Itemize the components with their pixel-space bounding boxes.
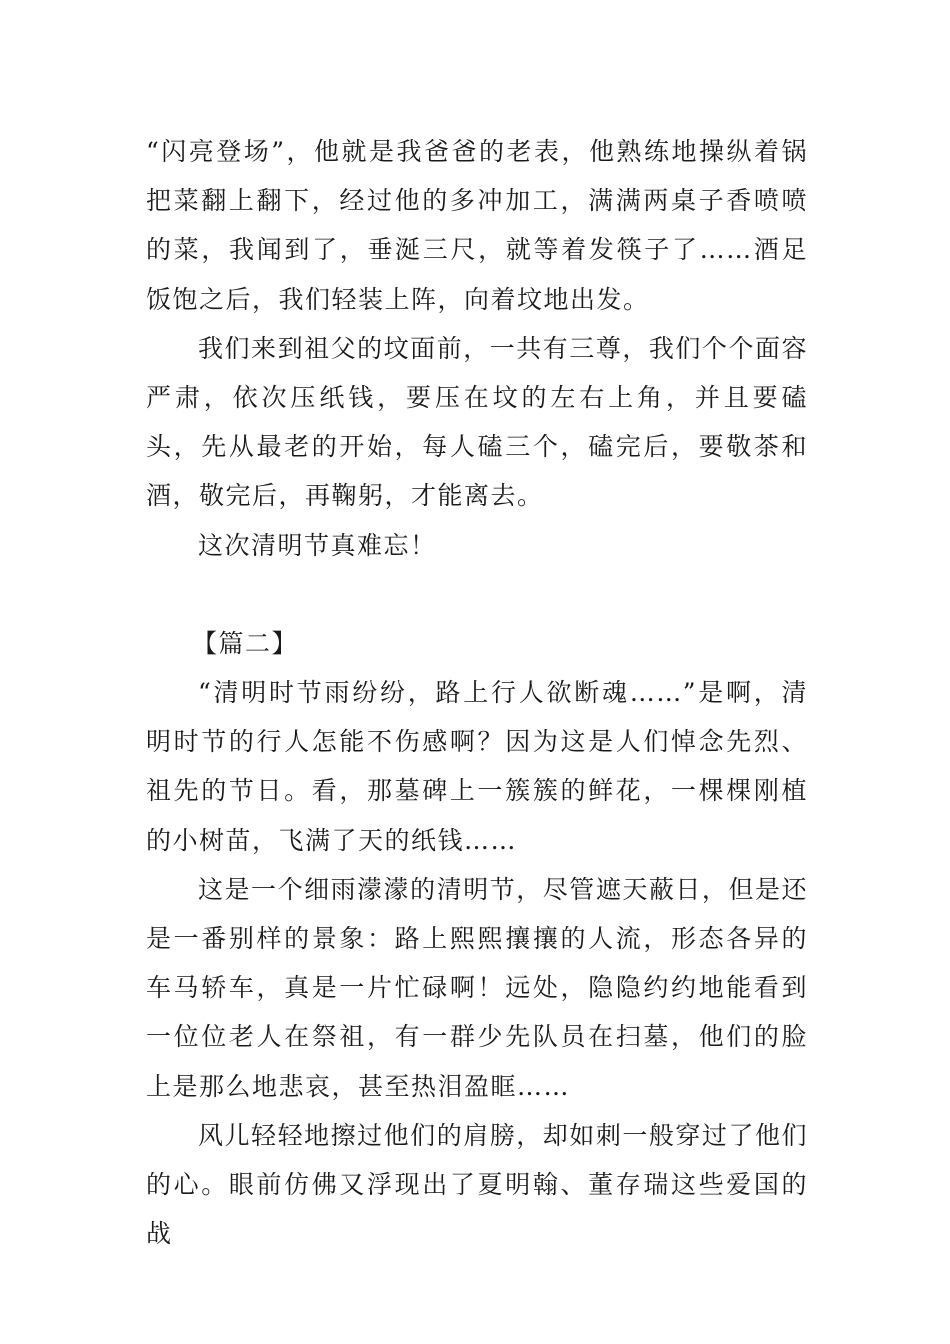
paragraph-closing: 这次清明节真难忘！: [198, 530, 437, 560]
paragraph-continuation: “闪亮登场”，他就是我爸爸的老表，他熟练地操纵着锅把菜翻上翻下，经过他的多冲加工，满满两桌子香喷喷的菜，我闻到了，垂涎三尺，就等着发筷子了……酒足饭饱之后，我们轻装上阵，向着坟地出发。: [146, 137, 808, 314]
paragraph-rainy-scene: 这是一个细雨濛濛的清明节，尽管遮天蔽日，但是还是一番别样的景象：路上熙熙攘攘的人流，形态各异的车马轿车，真是一片忙碌啊！远处，隐隐约约地能看到一位位老人在祭祖，有一群少先队员在扫墓，他们的脸上是那么地悲哀，甚至热泪盈眶……: [146, 874, 808, 1101]
section-heading: 【篇二】: [192, 628, 299, 658]
section-spacer: [146, 570, 808, 619]
document-body: [146, 127, 808, 1258]
paragraph-poem-intro: “清明时节雨纷纷，路上行人欲断魂……”是啊，清明时节的行人怎能不伤感啊？因为这是人们悼念先烈、祖先的节日。看，那墓碑上一簇簇的鲜花，一棵棵刚植的小树苗，飞满了天的纸钱……: [146, 678, 808, 855]
paragraph-grave-visit: 我们来到祖父的坟面前，一共有三尊，我们个个面容严肃，依次压纸钱，要压在坟的左右上角，并且要磕头，先从最老的开始，每人磕三个，磕完后，要敬茶和酒，敬完后，再鞠躬，才能离去。: [146, 333, 808, 511]
paragraph-wind-heroes: 风儿轻轻地擦过他们的肩膀，却如刺一般穿过了他们的心。眼前仿佛又浮现出了夏明翰、董存瑞这些爱国的战: [146, 1120, 808, 1249]
